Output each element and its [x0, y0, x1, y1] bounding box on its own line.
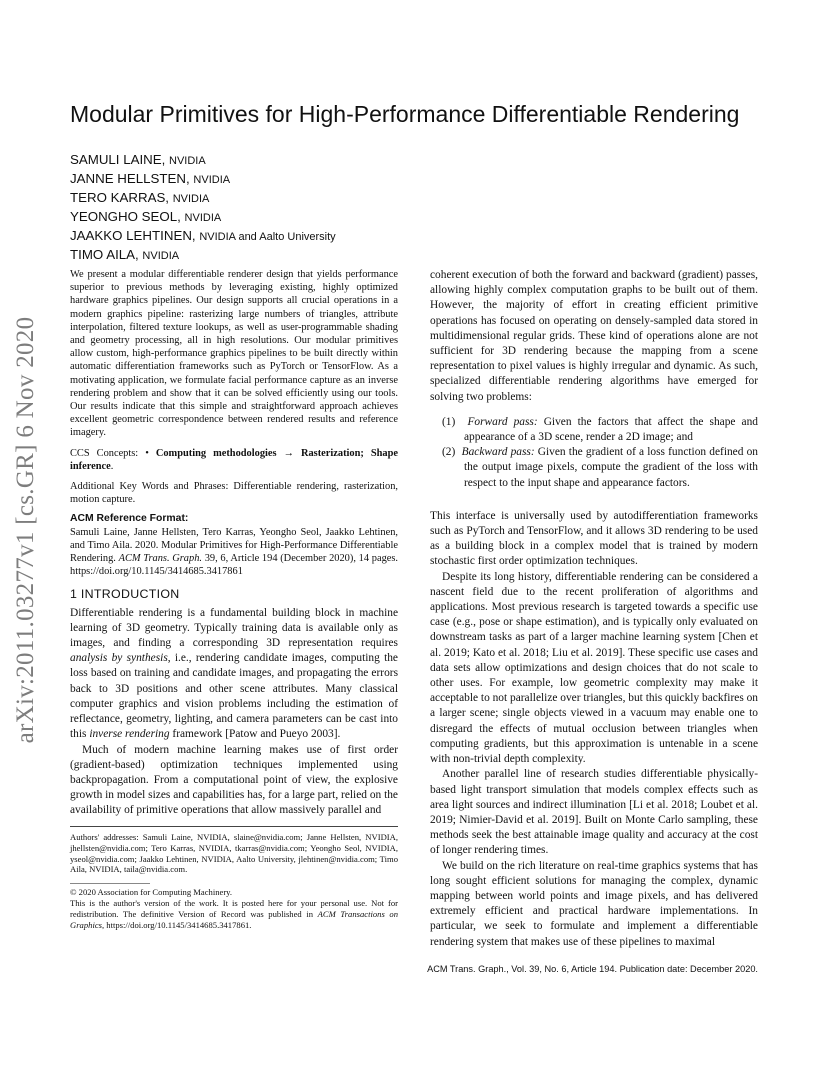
list-number: (2) — [442, 446, 456, 459]
paragraph — [70, 606, 398, 743]
paragraph: Another parallel line of research studies differentiable physically-based light transport simulation that models complex effects such as area light sources and indirect illumination [Li et al. 2018; Loubet et al. 2019; Nimier-David et al. 2019]. Built on Monte Carlo sampling, these methods seek the best attainable image quality and accuracy at the cost of longer rendering times. — [430, 768, 758, 857]
footnote-rule — [70, 826, 398, 827]
paragraph: Despite its long history, differentiable rendering can be considered a nascent field due to the recent proliferation of algorithms and applications. Most previous research is targeted towards a specific use case (e.g., pose or shape estimation), and is typically only evaluated on downstream tasks as part of a larger machine learning system [Chen et al. 2019; Kato et al. 2018; Liu et al. 2019]. These specific use cases and data sets allow optimizations and design choices that do not scale to other uses. For example, low geometric complexity may make it acceptable to not parallelize over triangles, but this quickly backfires on a larger scene; single objects viewed in a vacuum may enable one to disregard the effects of mutual occlusion between triangles when computing gradients, but this approximation is untenable in a scene with non-trivial depth complexity. — [430, 570, 758, 766]
paragraph: coherent execution of both the forward and backward (gradient) passes, allowing highly complex computation graphs to be built out of them. However, the majority of effort in creating efficient primitive operations has focused on operating on densely-sampled data stored in multidimensional regular grids. These kind of operations alone are not sufficient for 3D rendering because the mapping from a scene representation to pixel values is highly irregular and dynamic. As such, specialized differentiable rendering algorithms have emerged for solving two problems: — [430, 269, 758, 403]
arxiv-identifier: arXiv:2011.03277v1 [cs.GR] 6 Nov 2020 — [12, 316, 39, 744]
left-column — [70, 268, 398, 819]
ccs-terms: Computing methodologies → Rasterization; Shape inference — [70, 447, 398, 472]
text-run: Differentiable rendering is a fundamental building block in machine learning of 3D geometry. Typically training data is available only as images, and finding a corresponding 3D representation requires — [70, 606, 398, 650]
author-affiliation: NVIDIA — [193, 174, 231, 186]
publication-notice — [70, 898, 398, 930]
list-label: Forward pass: — [467, 415, 538, 428]
author-name: JANNE HELLSTEN, — [70, 171, 190, 186]
author-line — [70, 207, 490, 226]
text-run: , i.e., rendering candidate images, computing the loss based on training and candidate images, and propagating the errors back to 3D positions and other scene attributes. Many classical computer graphics and vision problems including the estimation of reflectance, geometry, lighting, and camera parameters can be cast into this — [70, 652, 398, 741]
text-run: , https://doi.org/10.1145/3414685.3417861. — [102, 919, 252, 930]
list-text: Given the gradient of a loss function defined on the output image pixels, compute the gradient of the loss with respect to the input shape and appearance factors. — [464, 446, 758, 489]
page-footer: ACM Trans. Graph., Vol. 39, No. 6, Article 194. Publication date: December 2020. — [427, 964, 758, 974]
intro-body — [70, 606, 398, 819]
author-name: TIMO AILA, — [70, 247, 139, 262]
abstract: We present a modular differentiable renderer design that yields performance superior to previous methods by leveraging existing, highly optimized hardware graphics pipelines. Our design supports all crucial operations in a modern graphics pipeline: rasterizing large numbers of triangles, attribute interpolation, filtered texture lookups, as well as user-programmable shading and geometry processing, all in high resolutions. Our modular primitives allow custom, high-performance graphics pipelines to be built directly within automatic differentiation frameworks such as PyTorch or TensorFlow. As a motivating application, we formulate facial performance capture as an inverse rendering problem and show that it can be solved efficiently using our tools. Our results indicate that this simple and straightforward approach achieves excellent geometric correspondence between rendered results and reference imagery. — [70, 269, 398, 439]
author-addresses: Authors' addresses: Samuli Laine, NVIDIA, slaine@nvidia.com; Janne Hellsten, NVIDIA, jhellsten@nvidia.com; Tero Karras, NVIDIA, tkarras@nvidia.com; Yeongho Seol, NVIDIA, yseol@nvidia.com; Jaakko Lehtinen, NVIDIA, Aalto University, jlehtinen@nvidia.com; Timo Aila, NVIDIA, taila@nvidia.com. — [70, 832, 398, 875]
author-affiliation: NVIDIA — [184, 212, 222, 224]
footnote-divider — [70, 883, 150, 884]
author-affiliation: NVIDIA and Aalto University — [199, 231, 336, 243]
author-line — [70, 245, 490, 264]
author-affiliation: NVIDIA — [172, 193, 210, 205]
list-text: Given the factors that affect the shape and appearance of a 3D scene, render a 2D image; and — [464, 415, 758, 444]
right-column — [430, 268, 758, 950]
paragraph: Much of modern machine learning makes use of first order (gradient-based) optimization techniques implemented using backpropagation. From a computational point of view, the explosive growth in model sizes and capabilities has, for a large part, relied on the availability of primitive operations that allow massively parallel and — [70, 743, 398, 817]
text-run: This is the author's version of the work. It is posted here for your personal use. Not for redistribution. The definitive Version of Record was published in — [70, 897, 398, 919]
emphasis: inverse rendering — [89, 728, 170, 741]
footnote — [70, 826, 398, 930]
author-line — [70, 169, 490, 188]
arxiv-sidebar — [2, 300, 50, 760]
acm-reference-heading: ACM Reference Format: — [70, 513, 189, 525]
acm-reference-text: Samuli Laine, Janne Hellsten, Tero Karras, Yeongho Seol, Jaakko Lehtinen, and Timo Aila. 2020. Modular Primitives for High-Performance Differentiable Rendering. — [70, 526, 398, 565]
ccs-suffix: . — [110, 460, 114, 472]
list-number: (1) — [442, 415, 456, 428]
paragraph: We build on the rich literature on real-time graphics systems that has long sought efficient solutions for managing the complex, dynamic mapping between world points and image pixels, and has delivered extremely efficient and practical hardware implementations. In particular, we seek to formulate and implement a differentiable rendering system that makes use of these pipelines to maximal — [430, 859, 758, 948]
ccs-concepts — [70, 447, 398, 473]
list-item — [442, 445, 758, 491]
text-run: framework [Patow and Pueyo 2003]. — [169, 728, 341, 741]
author-name: TERO KARRAS, — [70, 190, 170, 205]
emphasis: ACM Transactions on Graphics — [70, 908, 398, 930]
problem-list — [430, 415, 758, 491]
acm-reference — [70, 526, 398, 579]
author-name: JAAKKO LEHTINEN, — [70, 228, 196, 243]
author-affiliation: NVIDIA — [169, 155, 206, 167]
author-name: YEONGHO SEOL, — [70, 209, 181, 224]
ccs-prefix: CCS Concepts: • — [70, 447, 149, 459]
author-list — [70, 150, 490, 264]
author-line — [70, 150, 490, 169]
author-affiliation: NVIDIA — [142, 250, 180, 262]
author-line — [70, 226, 490, 245]
list-item — [442, 415, 758, 445]
author-name: SAMULI LAINE, — [70, 152, 166, 167]
list-label: Backward pass: — [461, 446, 535, 459]
paper-title: Modular Primitives for High-Performance Differentiable Rendering — [70, 101, 740, 127]
copyright-line: © 2020 Association for Computing Machinery. — [70, 887, 233, 898]
acm-reference-details: 39, 6, Article 194 (December 2020), 14 pages. https://doi.org/10.1145/3414685.3417861 — [70, 553, 399, 578]
paragraph: This interface is universally used by autodifferentiation frameworks such as PyTorch and TensorFlow, and it allows 3D rendering to be used as a building block in a complex model that is trained by modern stochastic first order optimization techniques. — [430, 509, 758, 568]
keywords: Additional Key Words and Phrases: Differentiable rendering, rasterization, motion capture. — [70, 481, 398, 506]
acm-reference-journal: ACM Trans. Graph. — [118, 553, 202, 565]
author-line — [70, 188, 490, 207]
emphasis: analysis by synthesis — [70, 652, 168, 665]
section-heading: 1 INTRODUCTION — [70, 587, 180, 602]
